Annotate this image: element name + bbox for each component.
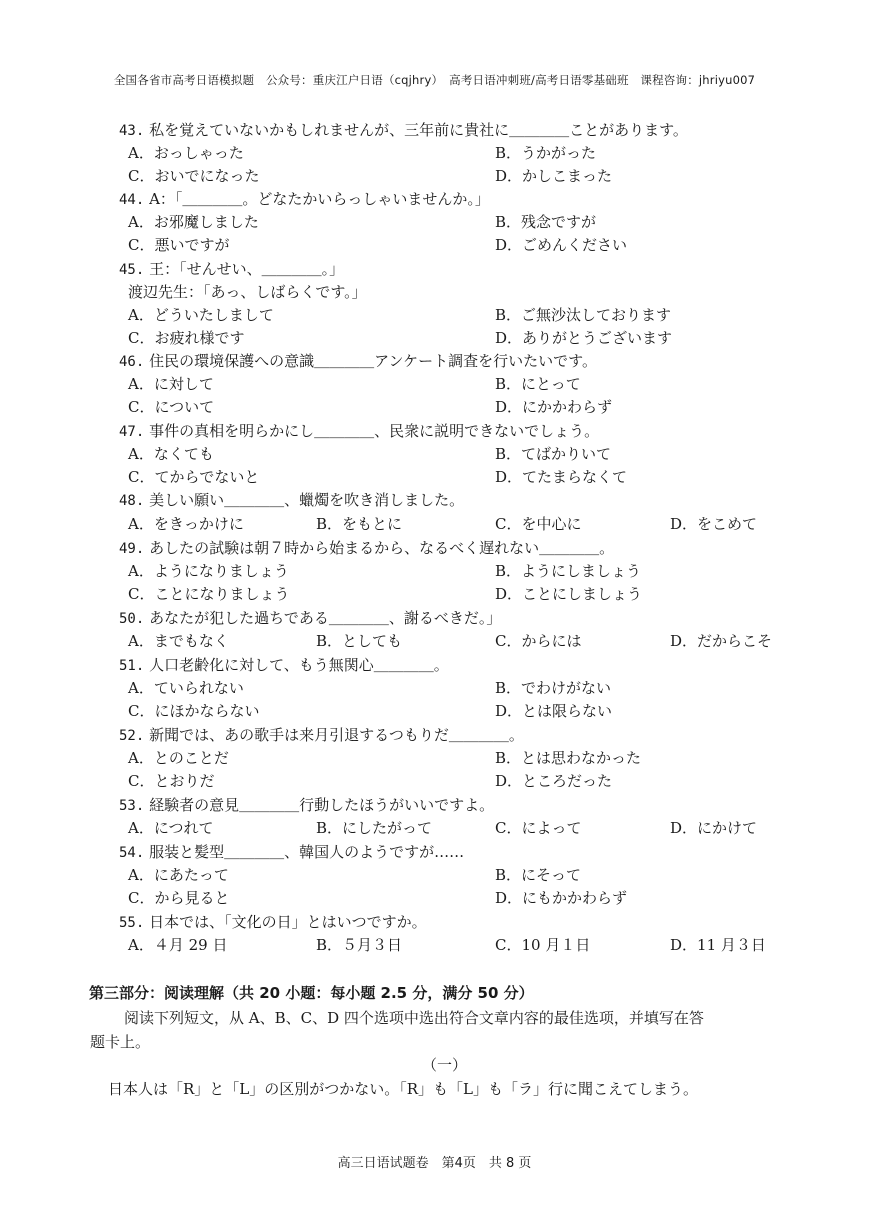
option-b[interactable]: B．うかがった [495, 144, 597, 162]
question-number: 55. [119, 915, 145, 931]
option-c[interactable]: C．てからでないと [128, 468, 260, 486]
question-text: あしたの試験は朝７時から始まるから、なるべく遅れない＿＿＿＿。 [149, 539, 615, 557]
option-d[interactable]: D．てたまらなくて [495, 468, 628, 486]
question-number: 43. [119, 123, 145, 139]
option-b[interactable]: B．ご無沙汰しております [495, 306, 672, 324]
option-d[interactable]: D．にもかかわらず [495, 889, 628, 907]
question-text: 服装と髪型＿＿＿＿、韓国人のようですが…… [149, 843, 465, 861]
question-number: 49. [119, 541, 145, 557]
section-instruction-cont: 题卡上。 [90, 1033, 151, 1051]
option-a[interactable]: A．ていられない [128, 679, 244, 697]
question-52 [119, 724, 819, 748]
option-c[interactable]: C．からには [495, 632, 582, 650]
option-d[interactable]: D．をこめて [670, 515, 758, 533]
question-text: 私を覚えていないかもしれませんが、三年前に貴社に＿＿＿＿ことがあります。 [149, 121, 688, 139]
option-a[interactable]: A．なくても [128, 445, 214, 463]
option-d[interactable]: D．ところだった [495, 772, 613, 790]
option-b[interactable]: B．ようにしましょう [495, 562, 642, 580]
option-c[interactable]: C．によって [495, 819, 582, 837]
option-c[interactable]: C．おいでになった [128, 167, 260, 185]
question-number: 53. [119, 798, 145, 814]
question-text: 新聞では、あの歌手は来月引退するつもりだ＿＿＿＿。 [149, 726, 524, 744]
option-d[interactable]: D．ことにしましょう [495, 585, 643, 603]
option-c[interactable]: C．を中心に [495, 515, 582, 533]
question-text: 住民の環境保護への意識＿＿＿＿アンケート調査を行いたいです。 [149, 352, 597, 370]
question-55 [119, 911, 819, 935]
option-a[interactable]: A．とのことだ [128, 749, 229, 767]
option-a[interactable]: A．お邪魔しました [128, 213, 259, 231]
question-43 [119, 119, 819, 143]
option-a[interactable]: A．につれて [128, 819, 214, 837]
option-d[interactable]: D．ありがとうございます [495, 329, 673, 347]
option-d[interactable]: D．だからこそ [670, 632, 773, 650]
option-a[interactable]: A．おっしゃった [128, 144, 244, 162]
option-d[interactable]: D．ごめんください [495, 236, 628, 254]
option-c[interactable]: C．について [128, 398, 215, 416]
question-49 [119, 537, 819, 561]
passage-text: 日本人は「R」と「L」の区別がつかない。「R」も「L」も「ラ」行に聞こえてしまう。 [108, 1080, 699, 1098]
option-c[interactable]: C．悪いですが [128, 236, 230, 254]
question-48 [119, 489, 819, 513]
option-d[interactable]: D．かしこまった [495, 167, 613, 185]
option-b[interactable]: B．とは思わなかった [495, 749, 642, 767]
question-text: 人口老齢化に対して、もう無関心＿＿＿＿。 [149, 656, 449, 674]
question-44 [119, 188, 819, 212]
page-header: 全国各省市高考日语模拟题 公众号：重庆江户日语（cqjhry） 高考日语冲刺班/高考日语零基础班 课程咨询：jhriyu007 [113, 73, 756, 87]
option-b[interactable]: B．にしたがって [316, 819, 433, 837]
page-footer: 高三日语试题卷 第4页 共 8 页 [337, 1156, 532, 1171]
question-text: 王：「せんせい、＿＿＿＿。」 [149, 260, 345, 278]
question-text: あなたが犯した過ちである＿＿＿＿、謝るべきだ。」 [149, 609, 502, 627]
option-c[interactable]: C．とおりだ [128, 772, 215, 790]
question-number: 48. [119, 493, 145, 509]
section-title: 第三部分：阅读理解（共 20 小题：每小题 2.5 分，满分 50 分） [89, 984, 534, 1002]
question-number: 54. [119, 845, 145, 861]
question-53 [119, 794, 819, 818]
section-instruction: 阅读下列短文，从 A、B、C、D 四个选项中选出符合文章内容的最佳选项，并填写在答 [124, 1009, 704, 1027]
option-c[interactable]: C．ことになりましょう [128, 585, 290, 603]
question-number: 44. [119, 192, 145, 208]
option-c[interactable]: C．10 月１日 [495, 936, 591, 954]
option-d[interactable]: D．にかけて [670, 819, 758, 837]
option-b[interactable]: B．でわけがない [495, 679, 612, 697]
question-45 [119, 258, 819, 282]
question-text: 事件の真相を明らかにし＿＿＿＿、民衆に説明できないでしょう。 [149, 422, 600, 440]
option-a[interactable]: A．ようになりましょう [128, 562, 289, 580]
option-b[interactable]: B．にそって [495, 866, 582, 884]
option-a[interactable]: A．をきっかけに [128, 515, 244, 533]
option-c[interactable]: C．から見ると [128, 889, 230, 907]
passage-label: （一） [422, 1056, 468, 1074]
option-c[interactable]: C．お疲れ様です [128, 329, 245, 347]
question-46 [119, 350, 819, 374]
question-number: 51. [119, 658, 145, 674]
option-d[interactable]: D．11 月３日 [670, 936, 766, 954]
option-b[interactable]: B．にとって [495, 375, 581, 393]
option-b[interactable]: B．てばかりいて [495, 445, 612, 463]
question-number: 52. [119, 728, 145, 744]
question-text: A：「＿＿＿＿。どなたかいらっしゃいませんか。」 [149, 190, 490, 208]
option-b[interactable]: B．残念ですが [495, 213, 597, 231]
question-number: 46. [119, 354, 145, 370]
option-a[interactable]: A．４月 29 日 [128, 936, 228, 954]
question-text: 美しい願い＿＿＿＿、蠟燭を吹き消しました。 [149, 491, 465, 509]
option-a[interactable]: A．までもなく [128, 632, 229, 650]
question-54 [119, 841, 819, 865]
question-text: 経験者の意見＿＿＿＿行動したほうがいいですよ。 [149, 796, 495, 814]
option-d[interactable]: D．にかかわらず [495, 398, 613, 416]
option-b[interactable]: B．をもとに [316, 515, 403, 533]
option-b[interactable]: B．５月３日 [316, 936, 403, 954]
question-text-line2: 渡辺先生：「あっ、しばらくです。」 [128, 283, 367, 301]
question-number: 45. [119, 262, 145, 278]
question-number: 47. [119, 424, 145, 440]
question-text: 日本では、「文化の日」とはいつですか。 [149, 913, 427, 931]
question-51 [119, 654, 819, 678]
option-b[interactable]: B．としても [316, 632, 403, 650]
question-47 [119, 420, 819, 444]
question-50 [119, 607, 819, 631]
question-number: 50. [119, 611, 145, 627]
option-a[interactable]: A．どういたしまして [128, 306, 274, 324]
option-a[interactable]: A．に対して [128, 375, 214, 393]
option-a[interactable]: A．にあたって [128, 866, 229, 884]
option-c[interactable]: C．にほかならない [128, 702, 260, 720]
option-d[interactable]: D．とは限らない [495, 702, 613, 720]
